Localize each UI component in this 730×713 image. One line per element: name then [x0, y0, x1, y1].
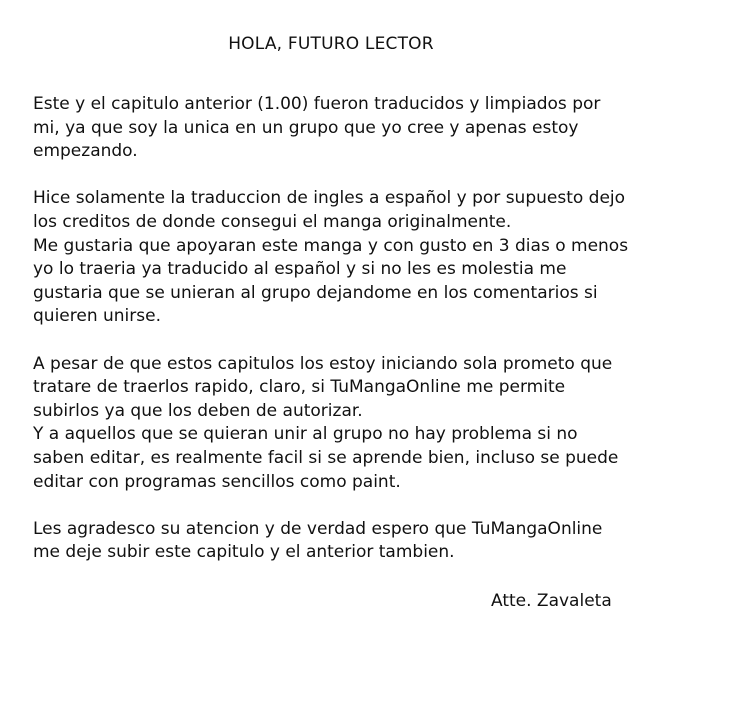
signature: Atte. Zavaleta	[491, 591, 612, 611]
paragraph-line: subirlos ya que los deben de autorizar.	[33, 400, 363, 421]
paragraph-line: yo lo traeria ya traducido al español y si no les es molestia me	[33, 259, 567, 280]
paragraph-line: Les agradesco su atencion y de verdad espero que TuMangaOnline	[33, 518, 603, 539]
paragraph-line: Me gustaria que apoyaran este manga y con gusto en 3 dias o menos	[33, 235, 629, 256]
paragraph-line: mi, ya que soy la unica en un grupo que yo cree y apenas estoy	[33, 117, 579, 138]
paragraph-line: me deje subir este capitulo y el anterior tambien.	[33, 542, 455, 563]
document-title: HOLA, FUTURO LECTOR	[228, 34, 434, 54]
paragraph-4	[33, 518, 713, 565]
paragraph-line: A pesar de que estos capitulos los estoy iniciando sola prometo que	[33, 353, 613, 374]
paragraph-line: saben editar, es realmente facil si se aprende bien, incluso se puede	[33, 447, 619, 468]
paragraph-line: empezando.	[33, 141, 138, 162]
document-body	[33, 93, 713, 588]
paragraph-line: quieren unirse.	[33, 306, 161, 327]
paragraph-line: Este y el capitulo anterior (1.00) fueron traducidos y limpiados por	[33, 94, 601, 114]
paragraph-3	[33, 353, 713, 495]
paragraph-line: Hice solamente la traduccion de ingles a español y por supuesto dejo	[33, 188, 626, 209]
paragraph-2	[33, 187, 713, 329]
paragraph-line: Y a aquellos que se quieran unir al grupo no hay problema si no	[33, 424, 578, 445]
paragraph-line: editar con programas sencillos como paint.	[33, 471, 401, 492]
paragraph-line: los creditos de donde consegui el manga originalmente.	[33, 211, 512, 232]
paragraph-line: tratare de traerlos rapido, claro, si TuMangaOnline me permite	[33, 377, 566, 398]
paragraph-1	[33, 93, 713, 164]
paragraph-line: gustaria que se unieran al grupo dejandome en los comentarios si	[33, 282, 598, 303]
